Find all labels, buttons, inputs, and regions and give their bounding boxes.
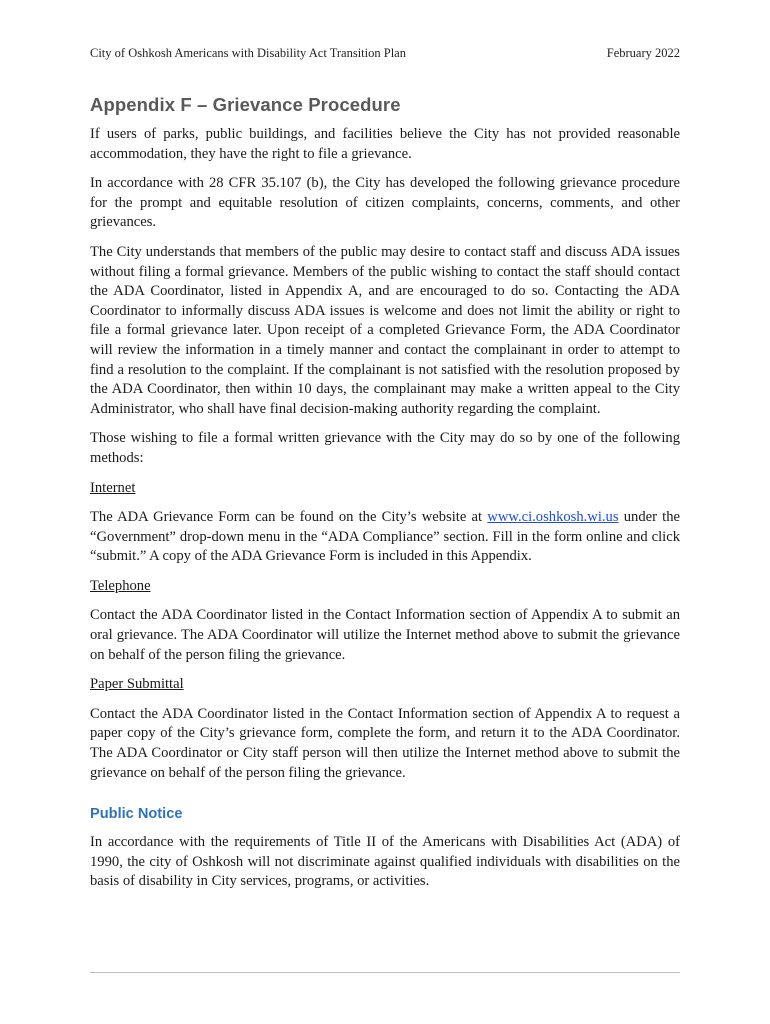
internet-text-after-link: under the “Government” drop-down menu in the “ADA Compliance” section. Fill in the form online and click “submit.” A copy of the ADA Grievance Form is included in this Appendix. [90, 509, 680, 565]
paper-submittal-heading: Paper Submittal [90, 676, 184, 693]
document-page [90, 0, 680, 1024]
appendix-title: Appendix F – Grievance Procedure [90, 94, 401, 115]
telephone-heading: Telephone [90, 577, 151, 594]
intro-paragraph-4: Those wishing to file a formal written grievance with the City may do so by one of the following methods: [90, 430, 680, 466]
public-notice-heading: Public Notice [90, 806, 183, 823]
page-content [90, 94, 680, 902]
running-header [90, 46, 680, 61]
internet-text-before-link: The ADA Grievance Form can be found on the City’s website at [90, 509, 488, 526]
internet-paragraph [90, 508, 680, 567]
intro-paragraph-3: The City understands that members of the public may desire to contact staff and discuss ADA issues without filing a formal grievance. Members of the public wishing to contact the staff should contact the ADA Coordinator, listed in Appendix A, and are encouraged to do so. Contacting the ADA Coordinator to informally discuss ADA issues is welcome and does not limit the ability or right to file a formal grievance later. Upon receipt of a completed Grievance Form, the ADA Coordinator will review the information in a timely manner and contact the complainant in order to attempt to find a resolution to the complaint. If the complainant is not satisfied with the resolution proposed by the ADA Coordinator, then within 10 days, the complainant may make a written appeal to the City Administrator, who shall have final decision-making authority regarding the complaint. [90, 243, 680, 417]
internet-heading: Internet [90, 479, 136, 496]
intro-paragraph-2: In accordance with 28 CFR 35.107 (b), the City has developed the following grievance procedure for the prompt and equitable resolution of citizen complaints, concerns, comments, and other grievances. [90, 175, 680, 231]
telephone-paragraph: Contact the ADA Coordinator listed in the Contact Information section of Appendix A to submit an oral grievance. The ADA Coordinator will utilize the Internet method above to submit the grievance on behalf of the person filing the grievance. [90, 607, 680, 663]
header-document-title: City of Oshkosh Americans with Disability Act Transition Plan [90, 46, 406, 60]
city-website-link[interactable]: www.ci.oshkosh.wi.us [487, 509, 619, 526]
footer-divider [90, 972, 680, 973]
public-notice-paragraph: In accordance with the requirements of Title II of the Americans with Disabilities Act (ADA) of 1990, the city of Oshkosh will not discriminate against qualified individuals with disabilities on the basis of disability in City services, programs, or activities. [90, 834, 680, 890]
header-date: February 2022 [606, 46, 680, 60]
paper-submittal-paragraph: Contact the ADA Coordinator listed in the Contact Information section of Appendix A to request a paper copy of the City’s grievance form, complete the form, and return it to the ADA Coordinator. The ADA Coordinator or City staff person will then utilize the Internet method above to submit the grievance on behalf of the person filing the grievance. [90, 705, 680, 781]
intro-paragraph-1: If users of parks, public buildings, and facilities believe the City has not provided reasonable accommodation, they have the right to file a grievance. [90, 126, 680, 162]
